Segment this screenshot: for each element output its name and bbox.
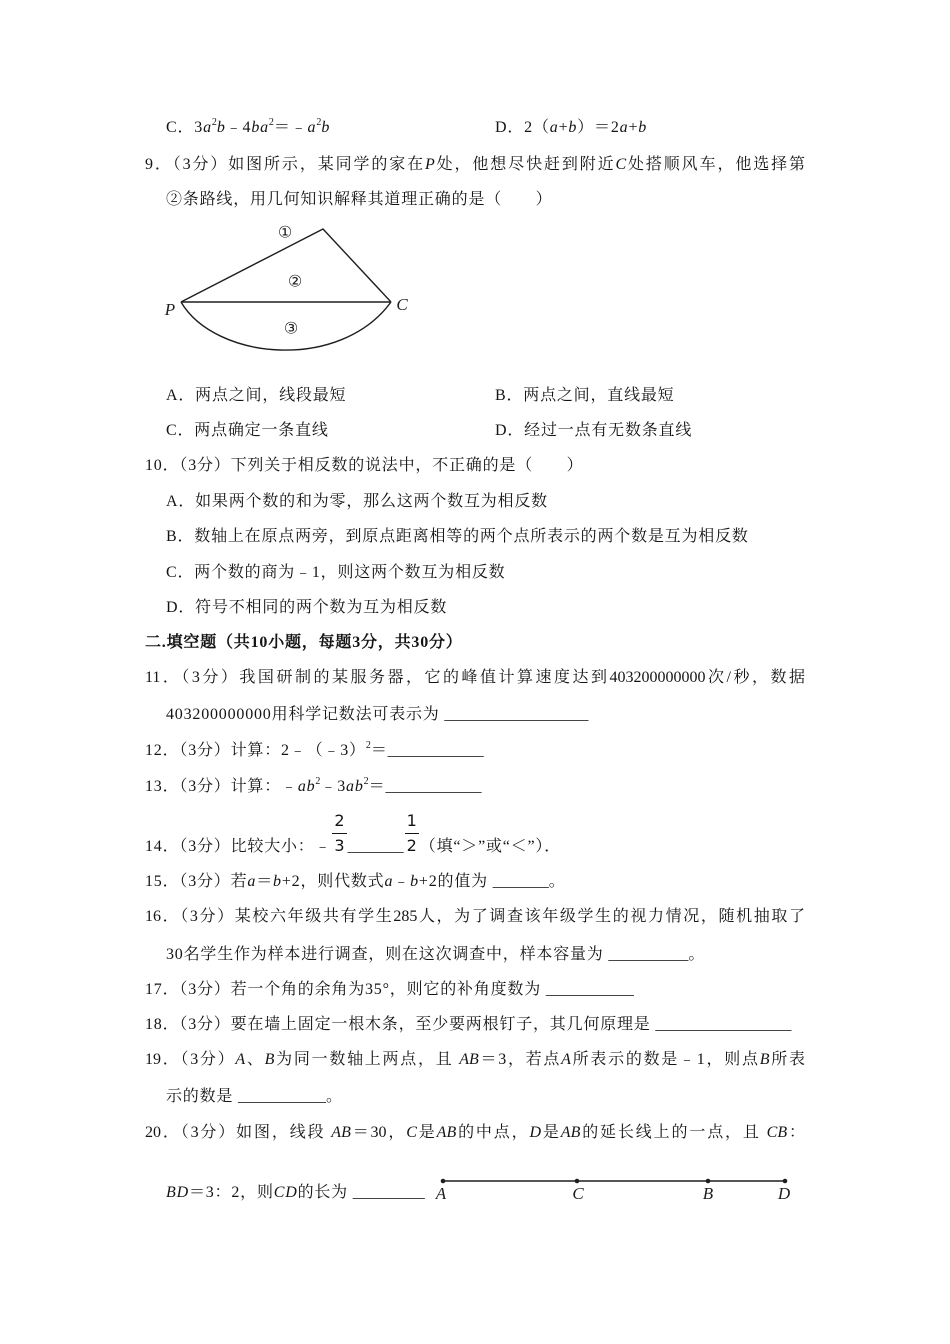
variable-a: a bbox=[549, 119, 559, 136]
text-run: 是 bbox=[541, 1124, 561, 1141]
q13-line bbox=[145, 777, 481, 797]
q9-stem-line-2: ②条路线，用几何知识解释其道理正确的是（ ） bbox=[166, 191, 553, 208]
text-run: （填“＞”或“＜”）． bbox=[419, 838, 561, 855]
answer-blank: ____________ bbox=[385, 778, 482, 795]
text-run: 示的数是 bbox=[166, 1088, 239, 1105]
variable-b: b bbox=[568, 119, 578, 136]
text-run: ＝3，若点 bbox=[478, 1051, 562, 1068]
text-run: 19．（3分） bbox=[145, 1051, 236, 1068]
route-2-label: ② bbox=[287, 271, 303, 291]
answer-blank: ___________ bbox=[545, 981, 634, 998]
text-run: ﹣ bbox=[393, 873, 411, 890]
q18-line bbox=[145, 1015, 791, 1035]
point-b-label: B bbox=[702, 1184, 714, 1203]
q16-line-1: 16．（3分）某校六年级共有学生285人，为了调查该年级学生的视力情况，随机抽取了 bbox=[145, 908, 805, 925]
text-run: 处搭顺风车，他选择第 bbox=[626, 156, 805, 173]
answer-blank: ____________ bbox=[387, 742, 484, 759]
point-a-label: A bbox=[435, 1184, 447, 1203]
text-run: 的延长线上的一点，且 bbox=[580, 1124, 767, 1141]
variable-bd: BD bbox=[166, 1184, 189, 1201]
text-run: 。 bbox=[688, 946, 706, 963]
text-run: 30名学生作为样本进行调查，则在这次调查中，样本容量为 bbox=[166, 946, 609, 963]
point-b-dot bbox=[706, 1179, 711, 1184]
text-run: 是 bbox=[416, 1124, 437, 1141]
variable-b: b bbox=[273, 873, 282, 890]
text-run: 。 bbox=[326, 1088, 343, 1105]
text-run: 。 bbox=[548, 873, 566, 890]
text-run: ＝3：2，则 bbox=[188, 1184, 274, 1201]
variable-a: a bbox=[247, 873, 257, 890]
variable-a: a bbox=[619, 119, 629, 136]
q16-line-2 bbox=[166, 945, 705, 965]
q8-option-c bbox=[166, 118, 330, 138]
q9-option-a: A．两点之间，线段最短 bbox=[166, 387, 347, 404]
variable-ab: AB bbox=[459, 1051, 479, 1068]
q20-segment-figure bbox=[430, 1170, 800, 1206]
exponent: 2 bbox=[365, 740, 371, 751]
text-run: ＝﹣ bbox=[273, 119, 308, 136]
text-run: 9．（3分）如图所示，某同学的家在 bbox=[145, 156, 425, 173]
variable-ab: AB bbox=[436, 1124, 457, 1141]
text-run: 的长为 bbox=[297, 1184, 353, 1201]
variable-b: b bbox=[638, 119, 648, 136]
point-d-dot bbox=[783, 1179, 788, 1184]
point-a-dot bbox=[441, 1179, 446, 1184]
exponent: 2 bbox=[315, 776, 321, 787]
text-run: +2，则代数式 bbox=[281, 873, 385, 890]
q20-line-2 bbox=[166, 1183, 425, 1203]
answer-blank: __________ bbox=[608, 946, 689, 963]
q9-option-b: B．两点之间，直线最短 bbox=[495, 387, 675, 404]
text-run: 、 bbox=[245, 1051, 265, 1068]
text-run: D．2（ bbox=[495, 119, 550, 136]
q20-line-1 bbox=[145, 1123, 805, 1143]
text-run: 13．（3分）计算：﹣ bbox=[145, 778, 298, 795]
text-run: + bbox=[558, 119, 569, 136]
variable-a: A bbox=[235, 1051, 246, 1068]
variable-c: C bbox=[406, 1124, 417, 1141]
answer-blank: ___________ bbox=[238, 1088, 327, 1105]
q11-line-2 bbox=[166, 705, 588, 725]
fraction-denominator: 2 bbox=[406, 836, 417, 855]
variable-ab: AB bbox=[331, 1124, 351, 1141]
answer-blank: _________________ bbox=[655, 1016, 792, 1033]
variable-d: D bbox=[529, 1124, 542, 1141]
point-c-label: C bbox=[396, 295, 408, 314]
text-run: ﹣4 bbox=[225, 119, 252, 136]
answer-blank: _________ bbox=[352, 1184, 425, 1201]
variable-a: A bbox=[561, 1051, 571, 1068]
section-heading: 二.填空题（共10小题，每题3分，共30分） bbox=[145, 634, 463, 651]
variable-ab: ab bbox=[297, 778, 316, 795]
q9-option-d: D．经过一点有无数条直线 bbox=[495, 422, 693, 439]
exponent: 2 bbox=[211, 117, 217, 128]
variable-b: b bbox=[410, 873, 419, 890]
text-run: 14．（3分）比较大小：﹣ bbox=[145, 838, 332, 855]
q9-option-c: C．两点确定一条直线 bbox=[166, 422, 329, 439]
variable-b: B bbox=[264, 1051, 275, 1068]
q15-line bbox=[145, 872, 566, 892]
text-run: ）＝2 bbox=[577, 119, 620, 136]
variable-b: b bbox=[216, 119, 226, 136]
fraction-numerator: 1 bbox=[405, 811, 419, 834]
answer-blank: __________________ bbox=[444, 706, 589, 723]
q10-option-b: B．数轴上在原点两旁，到原点距离相等的两个点所表示的两个数是互为相反数 bbox=[166, 528, 749, 545]
q17-line bbox=[145, 980, 634, 1000]
answer-blank: _______ bbox=[492, 873, 549, 890]
text-run: 18．（3分）要在墙上固定一根木条，至少要两根钉子，其几何原理是 bbox=[145, 1016, 656, 1033]
point-p-label: P bbox=[164, 300, 176, 319]
fraction-one-half bbox=[405, 811, 419, 856]
text-run: 所表示的数是﹣1，则点 bbox=[570, 1051, 760, 1068]
variable-ab: AB bbox=[560, 1124, 581, 1141]
point-d-label: D bbox=[777, 1184, 791, 1203]
variable-c: C bbox=[615, 156, 627, 173]
text-run: C．3 bbox=[166, 119, 204, 136]
text-run: 的中点， bbox=[456, 1124, 530, 1141]
variable-cd: CD bbox=[273, 1184, 298, 1201]
text-run: ＝ bbox=[256, 873, 274, 890]
text-run: ： bbox=[787, 1124, 805, 1141]
variable-p: P bbox=[425, 156, 435, 173]
exponent: 2 bbox=[316, 117, 322, 128]
route-3-label: ③ bbox=[283, 318, 299, 338]
variable-a: a bbox=[384, 873, 394, 890]
fraction-numerator: 2 bbox=[332, 811, 346, 834]
text-run: 20．（3分）如图，线段 bbox=[145, 1124, 332, 1141]
fraction-two-thirds bbox=[332, 811, 346, 856]
text-run: ＝30， bbox=[350, 1124, 407, 1141]
text-run: 17．（3分）若一个角的余角为35°，则它的补角度数为 bbox=[145, 981, 546, 998]
text-run: ＝ bbox=[370, 742, 388, 759]
text-run: 为同一数轴上两点，且 bbox=[274, 1051, 460, 1068]
exponent: 2 bbox=[363, 776, 369, 787]
q10-option-c: C．两个数的商为﹣1，则这两个数互为相反数 bbox=[166, 564, 506, 581]
q19-line-1 bbox=[145, 1050, 805, 1070]
q9-route-figure bbox=[150, 212, 420, 367]
point-c-label: C bbox=[572, 1184, 584, 1203]
text-run: ﹣3 bbox=[320, 778, 347, 795]
q10-option-a: A．如果两个数的和为零，那么这两个数互为相反数 bbox=[166, 493, 548, 510]
q14-line bbox=[145, 811, 561, 857]
point-c-dot bbox=[575, 1179, 580, 1184]
route-1-label: ① bbox=[277, 222, 293, 242]
fraction-denominator: 3 bbox=[334, 836, 345, 855]
text-run: +2的值为 bbox=[418, 873, 493, 890]
variable-a: a bbox=[203, 119, 212, 136]
q8-option-d bbox=[495, 118, 647, 138]
text-run: + bbox=[628, 119, 639, 136]
q10-option-d: D．符号不相同的两个数为互为相反数 bbox=[166, 599, 448, 616]
q12-line bbox=[145, 741, 484, 761]
variable-cb: CB bbox=[766, 1124, 788, 1141]
text-run: 15．（3分）若 bbox=[145, 873, 248, 890]
variable-ba: ba bbox=[251, 119, 269, 136]
text-run: 处，他想尽快赶到附近 bbox=[434, 156, 616, 173]
variable-ab: ab bbox=[346, 778, 364, 795]
text-run: 12．（3分）计算：2﹣（﹣3） bbox=[145, 742, 366, 759]
q11-line-1: 11．（3分）我国研制的某服务器，它的峰值计算速度达到403200000000次/秒，数据 bbox=[145, 669, 805, 686]
text-run: ＝ bbox=[368, 778, 386, 795]
text-run: 所表 bbox=[769, 1051, 805, 1068]
variable-b: B bbox=[759, 1051, 770, 1068]
q9-stem-line-1 bbox=[145, 155, 805, 175]
text-run: 403200000000用科学记数法可表示为 bbox=[166, 706, 445, 723]
answer-blank: _______ bbox=[347, 838, 404, 855]
exponent: 2 bbox=[268, 117, 274, 128]
variable-a: a bbox=[307, 119, 317, 136]
q10-stem: 10．（3分）下列关于相反数的说法中，不正确的是（ ） bbox=[145, 457, 584, 474]
variable-b: b bbox=[321, 119, 331, 136]
q19-line-2 bbox=[166, 1087, 343, 1107]
